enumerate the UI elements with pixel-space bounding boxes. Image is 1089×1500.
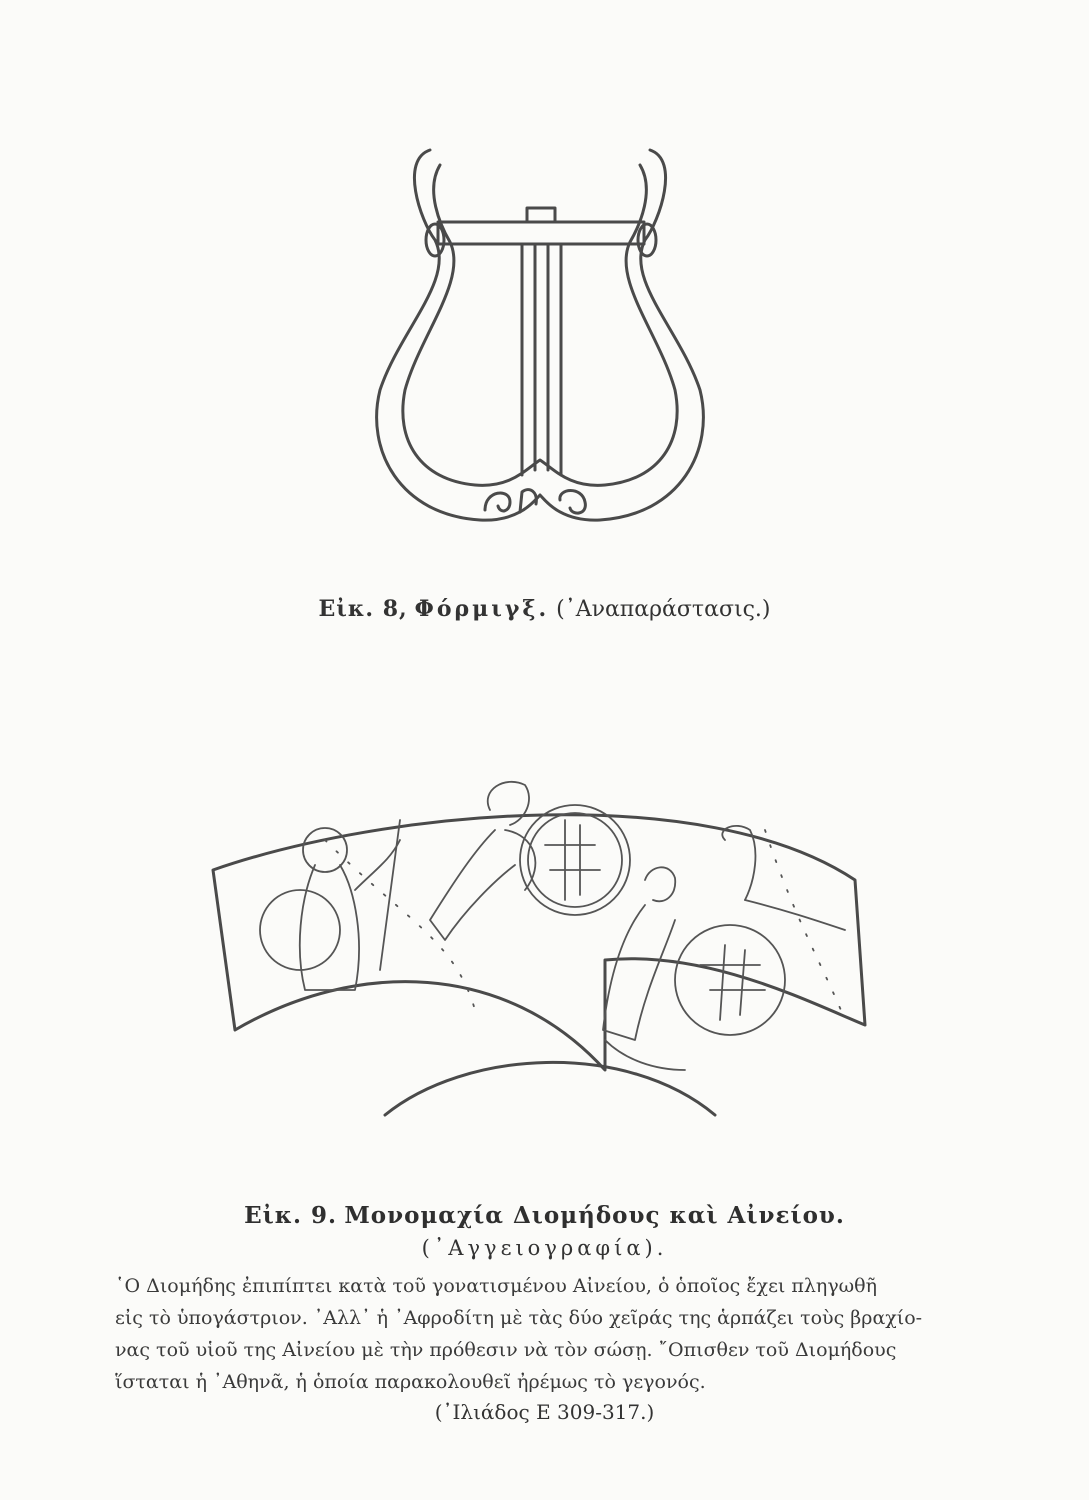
figure-9-description (115, 1270, 995, 1398)
figure-9-subtitle: (᾿Αγγειογραφία). (421, 1236, 668, 1260)
figure-9-caption (0, 1202, 1089, 1229)
description-line: εἰς τὸ ὑπογάστριον. ᾿Αλλ᾿ ἡ ᾿Αφροδίτη μὲ τὰς δύο χεῖράς της ἁρπάζει τοὺς βραχίο- (115, 1307, 923, 1329)
iliad-reference: (᾿Ιλιάδος Ε 309-317.) (434, 1400, 655, 1424)
description-line: νας τοῦ υἱοῦ της Αἰνείου μὲ τὴν πρόθεσιν νὰ τὸν σώσῃ. ῎Οπισθεν τοῦ Διομήδους (115, 1339, 897, 1361)
figure-8-note: (᾿Αναπαράστασις.) (556, 597, 771, 622)
figure-8-label: Εἰκ. 8, (318, 596, 408, 622)
description-line: ῾Ο Διομήδης ἐπιπίπτει κατὰ τοῦ γονατισμένου Αἰνείου, ὁ ὁποῖος ἔχει πληγωθῆ (115, 1275, 877, 1297)
description-line: ἵσταται ἡ ᾿Αθηνᾶ, ἡ ὁποία παρακολουθεῖ ἠρέμως τὸ γεγονός. (115, 1371, 706, 1393)
figure-9-label: Εἰκ. 9. (244, 1202, 338, 1229)
vase-painting-illustration (205, 770, 875, 1140)
figure-9-name: Μονομαχία Διομήδους καὶ Αἰνείου. (344, 1202, 845, 1229)
figure-8-name: Φόρμιγξ. (414, 596, 550, 622)
figure-8-caption (0, 596, 1089, 622)
phorminx-illustration (360, 130, 720, 550)
